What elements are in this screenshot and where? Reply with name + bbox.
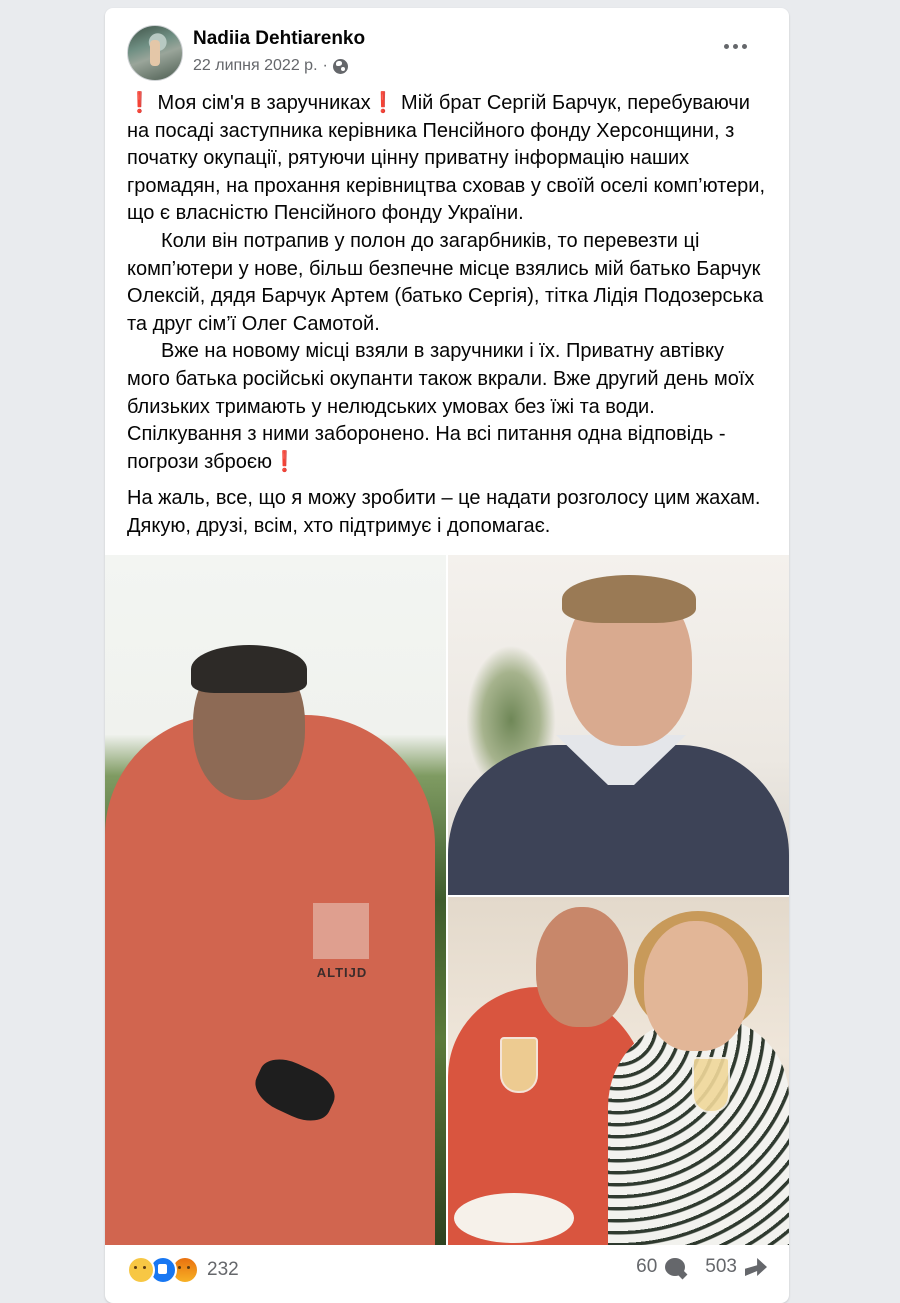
- photo-subject-hair: [191, 645, 307, 693]
- post-text-captured: Коли він потрапив у полон до загарбників, то перевезти ці комп’ютери у нове, більш безпечне місце взялись мій батько Барчук Олексій, дядя Барчук Артем (батько Сергія), тітка Лідія Подозерська та друг сім’ї Олег Самотой.: [127, 229, 764, 335]
- reaction-count[interactable]: 232: [207, 1259, 239, 1280]
- photo-couple[interactable]: [448, 897, 789, 1245]
- shirt-logo-text: ALTIJD: [316, 965, 368, 980]
- exclamation-icon: ❗: [127, 92, 152, 114]
- reactions-summary[interactable]: [127, 1256, 239, 1284]
- plate: [454, 1193, 574, 1243]
- exclamation-icon: ❗: [370, 92, 396, 114]
- photo-subject-hair: [562, 575, 696, 623]
- author-name[interactable]: Nadiia Dehtiarenko: [193, 28, 366, 49]
- photo-man-in-red-shirt[interactable]: [105, 555, 446, 1245]
- post-stats: [636, 1256, 767, 1278]
- post-header: [127, 24, 767, 84]
- author-avatar[interactable]: [127, 25, 183, 81]
- photo-grid: [105, 555, 789, 1245]
- post-card: [105, 8, 789, 1303]
- comment-count[interactable]: 60: [636, 1256, 658, 1277]
- post-date[interactable]: 22 липня 2022 р.: [193, 57, 318, 74]
- shirt-logo: [313, 903, 369, 959]
- photo-subject-man-head: [536, 907, 628, 1027]
- comment-icon[interactable]: [665, 1258, 685, 1276]
- photo-subject-woman: [608, 1017, 789, 1245]
- post-text: [127, 90, 767, 541]
- share-count[interactable]: 503: [705, 1256, 737, 1277]
- wine-glass: [500, 1037, 538, 1093]
- globe-icon: [333, 59, 348, 74]
- more-options-icon[interactable]: [724, 44, 747, 49]
- post-paragraph-2: На жаль, все, що я можу зробити – це надати розголосу цим жахам. Дякую, друзі, всім, хто підтримує і допомагає.: [127, 487, 761, 537]
- post-text-brother: Мій брат Сергій Барчук, перебуваючи на посаді заступника керівника Пенсійного фонду Херсонщини, з початку окупації, рятуючи цінну приватну інформацію наших громадян, на прохання керівництва сховав у своїй оселі комп’ютери, що є власністю Пенсійного фонду України.: [127, 92, 766, 225]
- post-paragraph-1: [127, 90, 767, 476]
- share-icon[interactable]: [745, 1258, 767, 1276]
- sad-reaction-icon: [127, 1256, 155, 1284]
- post-meta: [193, 57, 348, 75]
- photo-subject-woman-head: [644, 921, 748, 1051]
- photo-young-man[interactable]: [448, 555, 789, 895]
- exclamation-icon: ❗: [272, 450, 297, 473]
- post-headline: Моя сім'я в заручниках: [151, 92, 371, 114]
- meta-separator: ·: [322, 57, 328, 74]
- post-footer: [127, 1256, 767, 1284]
- wine-glass: [692, 1057, 730, 1113]
- post-text-hostages: Вже на новому місці взяли в заручники і їх. Приватну автівку мого батька російські окупанти також вкрали. Вже другий день моїх близьких тримають у нелюдських умовах без їжі та води. Спілкування з ними заборонено. На всі питання одна відповідь - погрози зброєю: [127, 340, 755, 473]
